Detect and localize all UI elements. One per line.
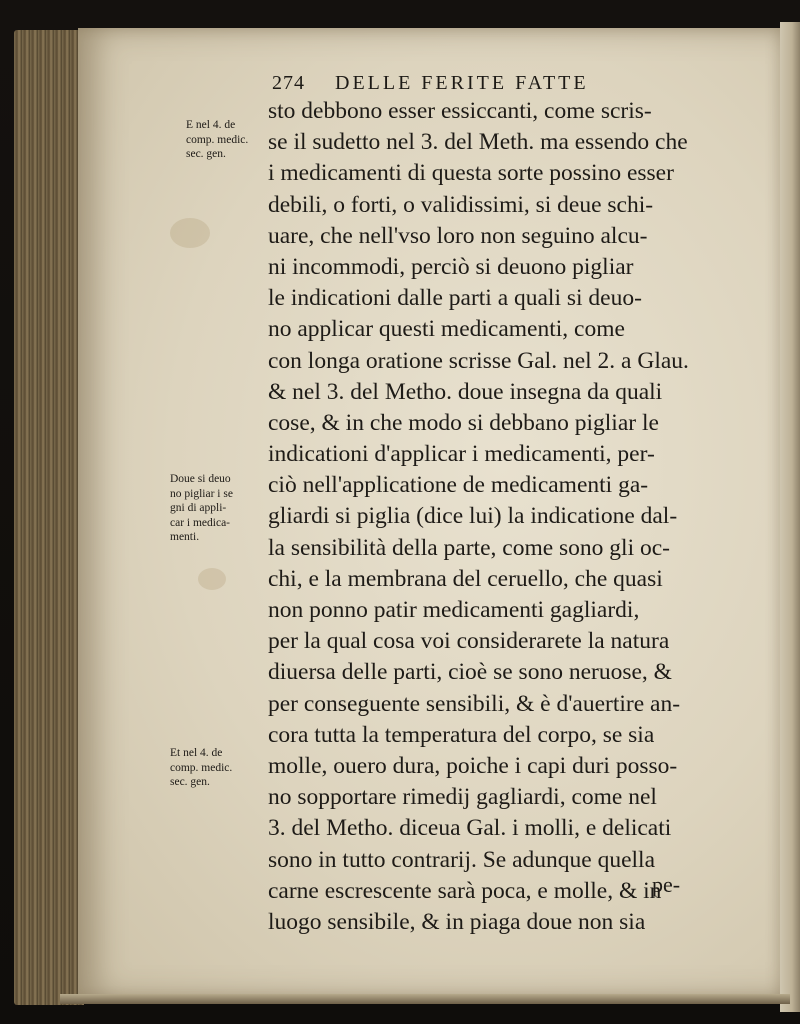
margin-note-summary xyxy=(170,472,266,545)
margin-note-line: comp. medic. xyxy=(186,133,249,146)
text-line: molle, ouero dura, poiche i capi duri posso- xyxy=(268,752,678,779)
text-line: debili, o forti, o validissimi, si deue schi- xyxy=(268,191,654,218)
main-text-block xyxy=(268,96,738,938)
text-line: ciò nell'applicatione de medicamenti ga- xyxy=(268,472,649,499)
text-line: sono in tutto contrarij. Se adunque quella xyxy=(268,846,656,873)
margin-note-line: sec. gen. xyxy=(186,148,226,160)
running-title: DELLE FERITE FATTE xyxy=(335,72,589,94)
margin-note-line: no pigliar i se xyxy=(170,487,233,500)
running-header xyxy=(272,72,692,95)
text-line: uare, che nell'vso loro non seguino alcu- xyxy=(268,222,648,249)
text-line: le indicationi dalle parti a quali si deuo- xyxy=(268,285,642,312)
text-line: & nel 3. del Metho. doue insegna da quali xyxy=(268,378,663,405)
text-line: la sensibilità della parte, come sono gli oc- xyxy=(268,534,670,561)
page-number: 274 xyxy=(272,72,305,94)
margin-note-line: sec. gen. xyxy=(170,776,210,788)
margin-note-line: menti. xyxy=(170,531,200,543)
text-line: i medicamenti di questa sorte possino esser xyxy=(268,160,674,187)
paper-stain xyxy=(198,568,226,590)
margin-note-line: E nel 4. de xyxy=(186,119,236,131)
margin-note-line: gni di appli- xyxy=(170,502,227,514)
text-line: diuersa delle parti, cioè se sono neruose, & xyxy=(268,659,672,686)
text-line: ni incommodi, perciò si deuono pigliar xyxy=(268,253,634,280)
adjacent-page-edge xyxy=(780,22,800,1012)
text-line: 3. del Metho. diceua Gal. i molli, e delicati xyxy=(268,815,672,842)
margin-note-reference-2 xyxy=(170,746,266,790)
paper-stain xyxy=(170,218,210,248)
text-line: no sopportare rimedij gagliardi, come nel xyxy=(268,784,657,811)
text-line: con longa oratione scrisse Gal. nel 2. a Glau. xyxy=(268,347,689,374)
text-line: indicationi d'applicar i medicamenti, per- xyxy=(268,441,655,468)
text-line: carne escrescente sarà poca, e molle, & in xyxy=(268,877,662,904)
text-line: no applicar questi medicamenti, come xyxy=(268,316,625,343)
margin-note-line: comp. medic. xyxy=(170,761,233,774)
text-line: per la qual cosa voi considerarete la natura xyxy=(268,628,670,655)
text-line: sto debbono esser essiccanti, come scris- xyxy=(268,98,652,124)
text-line: chi, e la membrana del ceruello, che quasi xyxy=(268,565,663,592)
margin-note-line: car i medica- xyxy=(170,516,231,529)
catchword: pe- xyxy=(652,872,681,897)
text-line: se il sudetto nel 3. del Meth. ma essendo che xyxy=(268,129,688,156)
margin-note-reference-1 xyxy=(186,118,282,162)
text-line: per conseguente sensibili, & è d'auertire an- xyxy=(268,690,681,717)
book-bottom-edge xyxy=(60,994,790,1004)
book-spine-edge xyxy=(14,30,84,1005)
margin-note-line: Doue si deuo xyxy=(170,473,231,485)
text-line: cose, & in che modo si debbano pigliar le xyxy=(268,409,659,436)
text-line: gliardi si piglia (dice lui) la indicatione dal- xyxy=(268,503,678,530)
margin-note-line: Et nel 4. de xyxy=(170,747,223,759)
text-line: luogo sensibile, & in piaga doue non sia xyxy=(268,908,646,935)
text-line: non ponno patir medicamenti gagliardi, xyxy=(268,597,640,623)
text-line: cora tutta la temperatura del corpo, se sia xyxy=(268,721,655,748)
